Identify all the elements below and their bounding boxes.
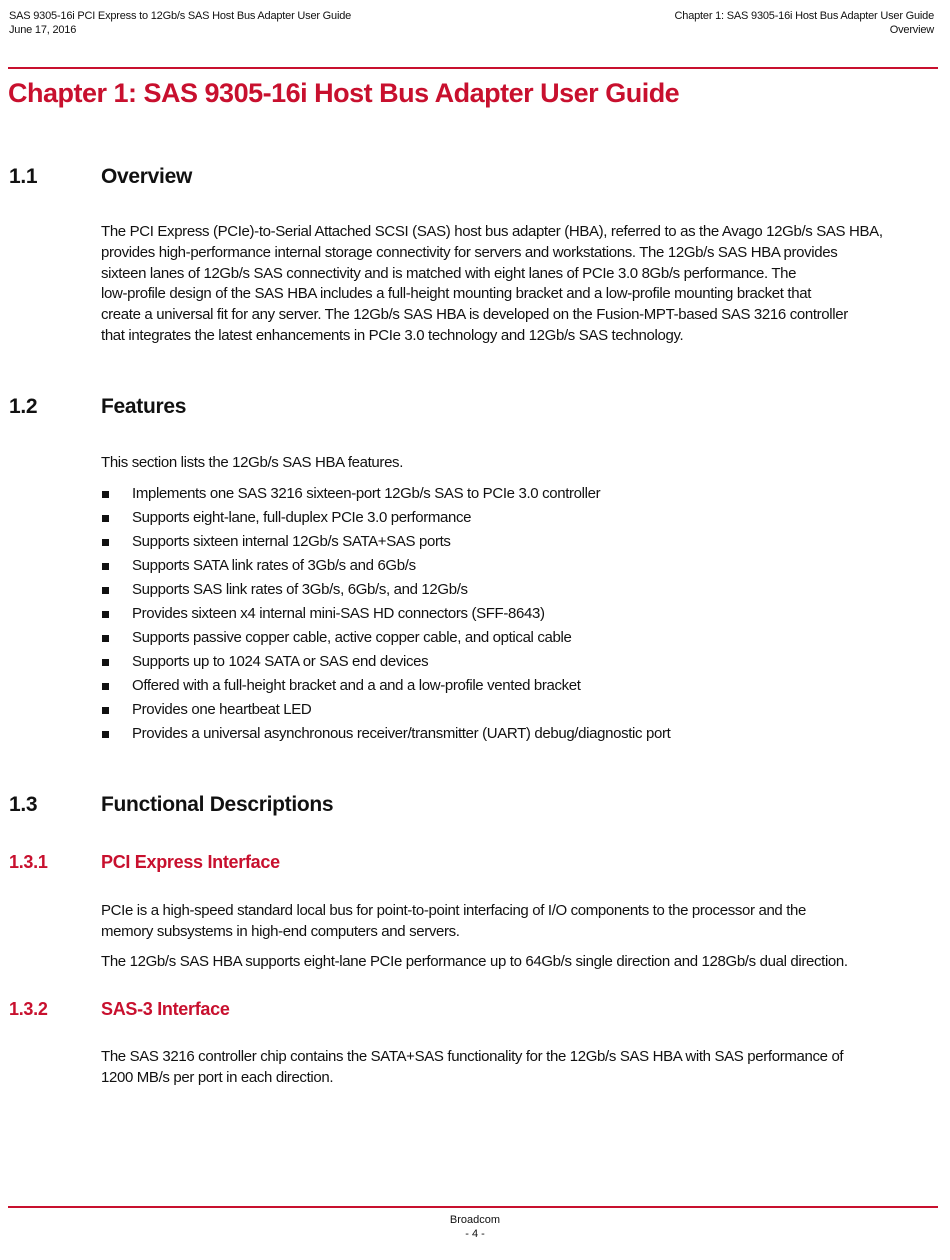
text-line: create a universal fit for any server. The 12Gb/s SAS HBA is developed on the Fusion-MPT-based SAS 3216 controller [101, 306, 848, 324]
text-line: low-profile design of the SAS HBA includes a full-height mounting bracket and a low-profile mounting bracket that [101, 285, 812, 303]
features-intro: This section lists the 12Gb/s SAS HBA features. [101, 454, 404, 471]
feature-list-item [101, 482, 670, 506]
feature-text: Offered with a full-height bracket and a and a low-profile vented bracket [132, 677, 581, 694]
feature-list-item [101, 578, 670, 602]
section-heading-overview: Overview [101, 165, 192, 188]
feature-list-item [101, 506, 670, 530]
feature-text: Provides one heartbeat LED [132, 701, 312, 718]
feature-text: Provides a universal asynchronous receiver/transmitter (UART) debug/diagnostic port [132, 725, 671, 742]
footer-rule [8, 1206, 938, 1208]
feature-list-item [101, 698, 670, 722]
subsection-number: 1.3.1 [9, 852, 48, 872]
feature-text: Supports up to 1024 SATA or SAS end devices [132, 653, 429, 670]
doc-date: June 17, 2016 [9, 24, 77, 36]
bullet-square-icon [102, 659, 109, 666]
bullet-square-icon [102, 491, 109, 498]
chapter-title: Chapter 1: SAS 9305-16i Host Bus Adapter User Guide [8, 78, 680, 108]
text-line: memory subsystems in high-end computers and servers. [101, 922, 460, 940]
sas-paragraph [101, 1047, 843, 1089]
feature-list-item [101, 722, 670, 746]
bullet-square-icon [102, 563, 109, 570]
text-line: sixteen lanes of 12Gb/s SAS connectivity and is matched with eight lanes of PCIe 3.0 8Gb/s performance. The [101, 264, 797, 282]
text-line: that integrates the latest enhancements in PCIe 3.0 technology and 12Gb/s SAS technology. [101, 326, 684, 344]
feature-list-item [101, 602, 670, 626]
running-header-left [9, 9, 351, 37]
section-number: 1.2 [9, 395, 38, 418]
feature-list-item [101, 650, 670, 674]
bullet-square-icon [102, 515, 109, 522]
pci-paragraph-2: The 12Gb/s SAS HBA supports eight-lane PCIe performance up to 64Gb/s single direction and 128Gb/s dual direction. [101, 953, 848, 970]
feature-text: Supports passive copper cable, active copper cable, and optical cable [132, 629, 572, 646]
bullet-square-icon [102, 635, 109, 642]
bullet-square-icon [102, 611, 109, 618]
feature-list-item [101, 674, 670, 698]
bullet-square-icon [102, 683, 109, 690]
text-line: PCIe is a high-speed standard local bus for point-to-point interfacing of I/O components to the processor and the [101, 902, 807, 919]
feature-list-item [101, 530, 670, 554]
subsection-heading-sas: SAS-3 Interface [101, 999, 230, 1019]
page-number: - 4 - [465, 1228, 485, 1240]
subsection-heading-pci: PCI Express Interface [101, 852, 280, 872]
features-list [101, 482, 670, 746]
subsection-number: 1.3.2 [9, 999, 48, 1019]
text-line: 1200 MB/s per port in each direction. [101, 1068, 334, 1086]
feature-text: Supports SAS link rates of 3Gb/s, 6Gb/s, and 12Gb/s [132, 581, 468, 598]
text-line: The PCI Express (PCIe)-to-Serial Attached SCSI (SAS) host bus adapter (HBA), referred to as the Avago 12Gb/s SAS HBA, [101, 223, 883, 240]
doc-title: SAS 9305-16i PCI Express to 12Gb/s SAS Host Bus Adapter User Guide [9, 10, 352, 22]
bullet-square-icon [102, 707, 109, 714]
text-line: The SAS 3216 controller chip contains the SATA+SAS functionality for the 12Gb/s SAS HBA with SAS performance of [101, 1048, 844, 1065]
feature-text: Provides sixteen x4 internal mini-SAS HD connectors (SFF-8643) [132, 605, 545, 622]
feature-text: Implements one SAS 3216 sixteen-port 12Gb/s SAS to PCIe 3.0 controller [132, 485, 601, 502]
bullet-square-icon [102, 731, 109, 738]
header-rule [8, 67, 938, 69]
chapter-ref: Chapter 1: SAS 9305-16i Host Bus Adapter User Guide [674, 10, 934, 22]
section-ref: Overview [889, 24, 934, 36]
text-line: provides high-performance internal storage connectivity for servers and workstations. The 12Gb/s SAS HBA provides [101, 243, 838, 261]
feature-list-item [101, 626, 670, 650]
section-heading-features: Features [101, 395, 187, 418]
section-number: 1.1 [9, 165, 38, 188]
feature-list-item [101, 554, 670, 578]
section-number: 1.3 [9, 793, 38, 816]
overview-paragraph [101, 222, 883, 347]
feature-text: Supports SATA link rates of 3Gb/s and 6Gb/s [132, 557, 416, 574]
pci-paragraph-1 [101, 901, 806, 943]
bullet-square-icon [102, 539, 109, 546]
section-heading-functional: Functional Descriptions [101, 793, 334, 816]
running-header-right [675, 9, 934, 37]
feature-text: Supports eight-lane, full-duplex PCIe 3.0 performance [132, 509, 472, 526]
feature-text: Supports sixteen internal 12Gb/s SATA+SAS ports [132, 533, 451, 550]
footer-company: Broadcom [449, 1214, 501, 1226]
bullet-square-icon [102, 587, 109, 594]
